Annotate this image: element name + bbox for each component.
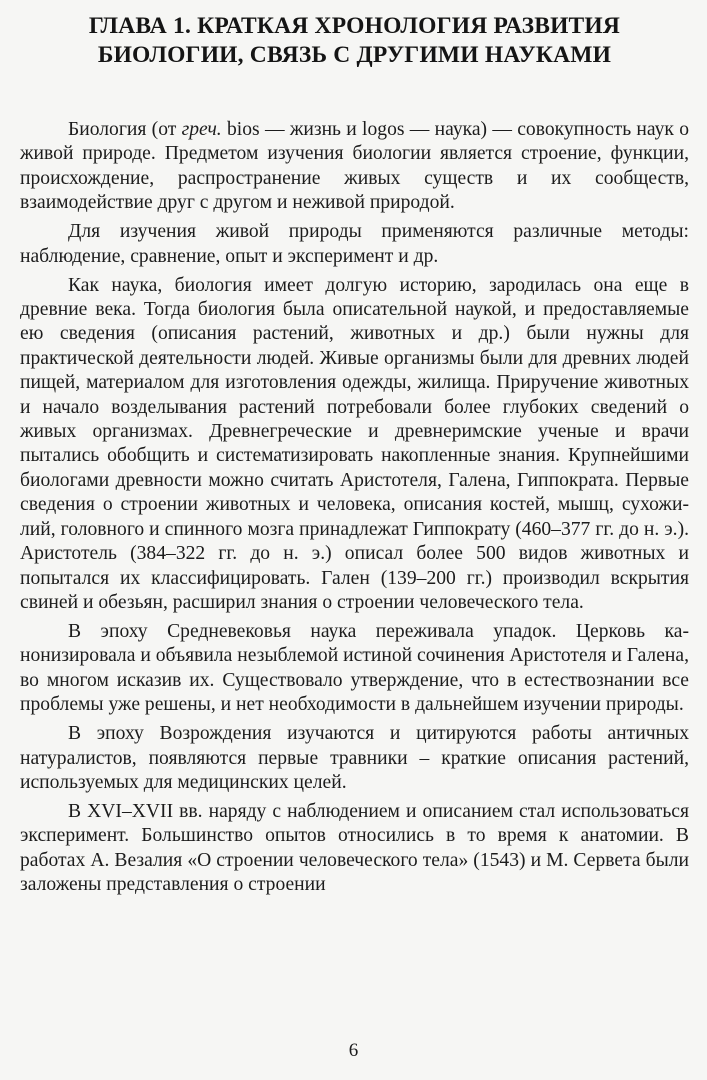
paragraph-6: В XVI–XVII вв. наряду с наблюдением и описанием стал использоваться эксперимент. Большинство опытов относились в то время к анатомии. В работах А. Везалия «О строении человеческого тела» (1543) и М. Сервета были заложены представления о строении <box>20 800 689 896</box>
chapter-title <box>20 12 689 70</box>
paragraph-1-italic: греч. <box>181 119 222 140</box>
paragraph-2: Для изучения живой природы применяются различные методы: наблюдение, сравнение, опыт и эксперимент и др. <box>20 221 689 267</box>
page-number: 6 <box>348 1040 359 1061</box>
paragraph-1-rest: bios — жизнь и logos — наука) — совокупность наук о живой природе. Предметом изучения биологии является строение, функции, происхождение, распространение живых существ и их сообществ, взаимодействие друг с другом и неживой природой. <box>20 119 689 214</box>
paragraph-5: В эпоху Возрождения изучаются и цитируются работы античных натуралистов, появляются первые травники – краткие описания растений, используемых для медицинских целей. <box>20 723 689 793</box>
paragraph-4: В эпоху Средневековья наука переживала упадок. Церковь канонизировала и объявила незыблемой истиной сочинения Аристотеля и Галена, во многом исказив их. Существовало утверждение, что в естествознании все проблемы уже решены, и нет необходимости в дальнейшем изучении природы. <box>20 620 689 716</box>
chapter-title-line-1: ГЛАВА 1. КРАТКАЯ ХРОНОЛОГИЯ РАЗВИТИЯ <box>88 13 621 39</box>
paragraph-1-start: Биология (от <box>68 119 182 140</box>
paragraph-1 <box>20 118 689 216</box>
chapter-body <box>20 118 689 898</box>
chapter-title-line-2: БИОЛОГИИ, СВЯЗЬ С ДРУГИМИ НАУКАМИ <box>97 42 612 68</box>
paragraph-3: Как наука, биология имеет долгую историю, зародилась она еще в древние века. Тогда биология была описательной наукой, и предоставляемые ею сведения (описания растений, животных и др.) были нужны для практической деятельности людей. Живые организмы были для древних людей пищей, материалом для изготовления одежды, жилища. Приручение животных и начало возделывания растений потребовали более глубоких сведений о живых организмах. Древнегреческие и древнеримские ученые и врачи пытались обобщить и систематизировать накопленные знания. Крупнейшими биологами древности можно считать Аристотеля, Галена, Гиппократа. Первые сведения о строении животных и человека, описания костей, мышц, сухожилий, головного и спинного мозга принадлежат Гиппократу (460–377 гг. до н. э.). Аристотель (384–322 гг. до н. э.) описал более 500 видов животных и попытался их классифицировать. Гален (139–200 гг.) производил вскрытия свиней и обезьян, расширил знания о строении человеческого тела. <box>20 274 689 613</box>
